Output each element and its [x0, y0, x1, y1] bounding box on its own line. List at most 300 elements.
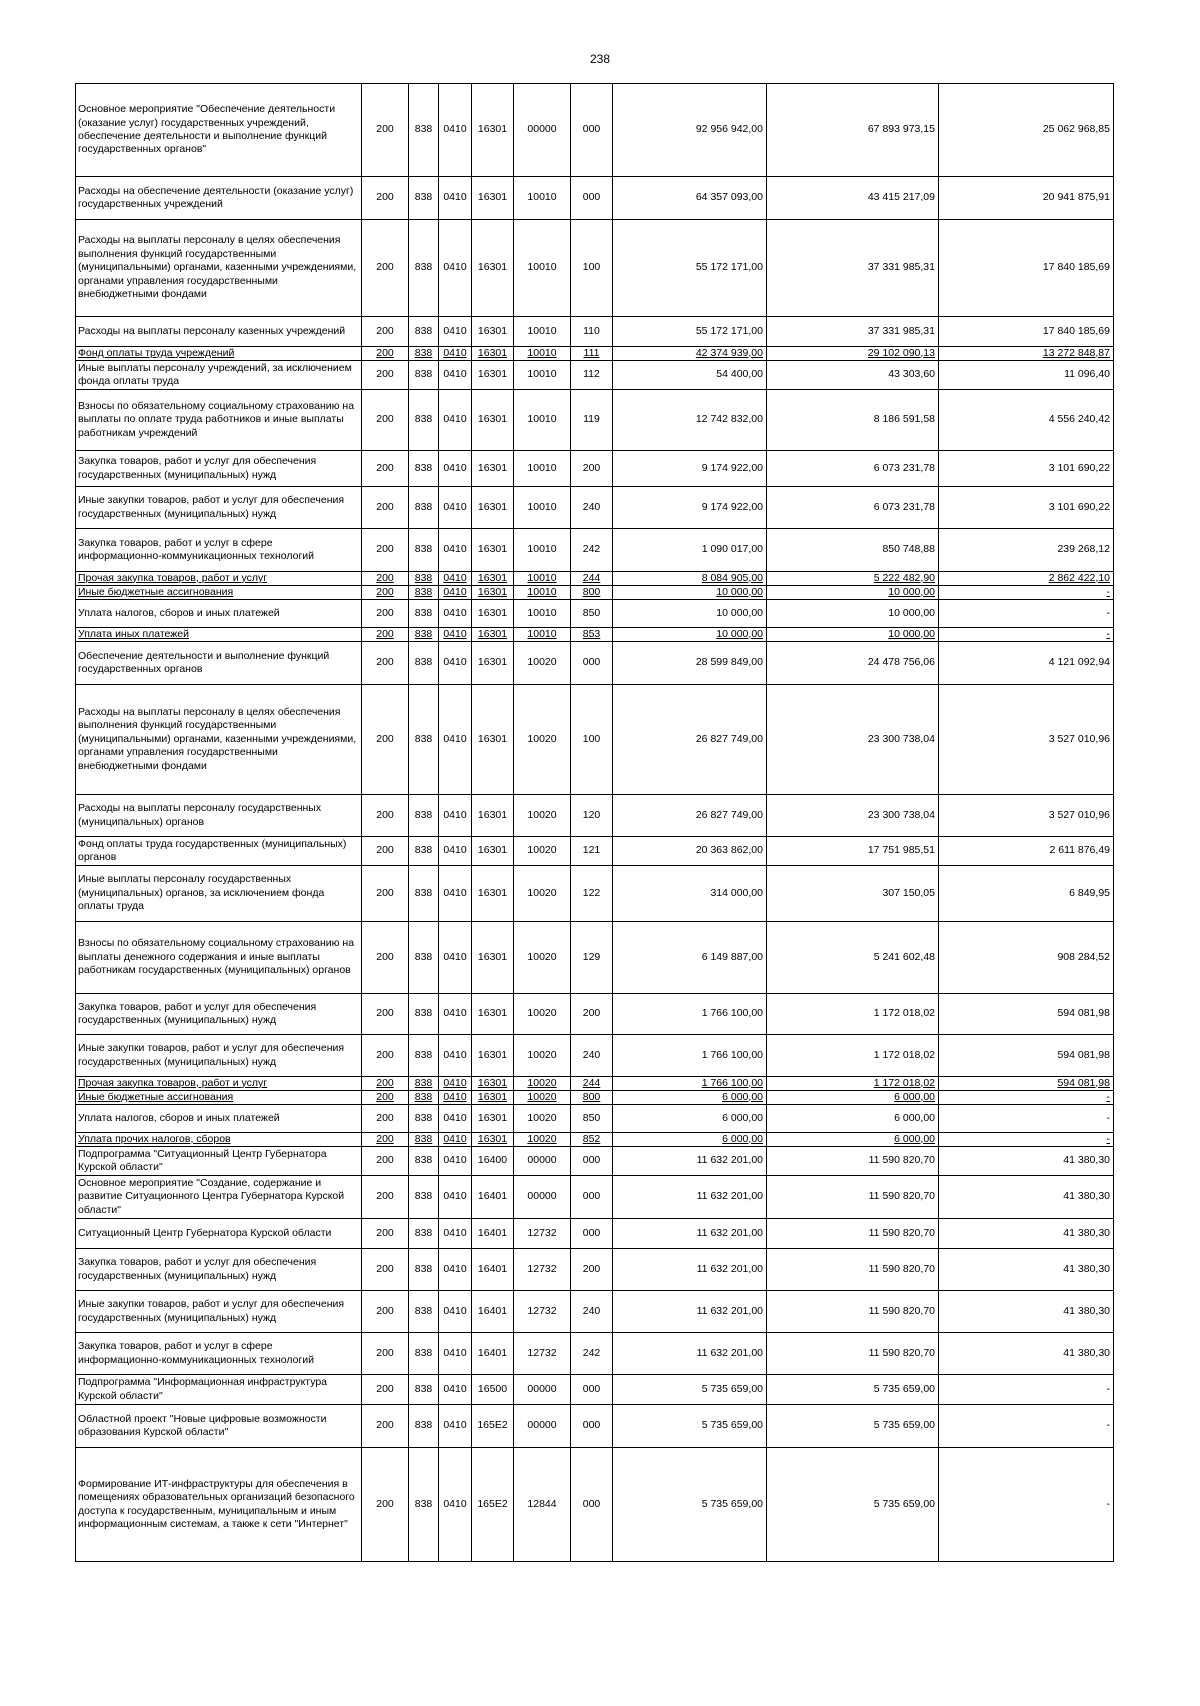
row-label: Иные выплаты персоналу государственных (муниципальных) органов, за исключением фонда оплаты труда — [76, 866, 362, 922]
gr-code: 200 — [362, 1291, 409, 1333]
row-label: Взносы по обязательному социальному страхованию на выплаты по оплате труда работников и иные выплаты работникам учреждений — [76, 390, 362, 451]
executed-amount: 6 000,00 — [767, 1091, 939, 1105]
budget-amount: 314 000,00 — [613, 866, 767, 922]
budget-amount: 1 766 100,00 — [613, 1077, 767, 1091]
remaining-amount: 4 121 092,94 — [939, 642, 1114, 685]
table-row — [76, 572, 1114, 586]
expense-type-code: 120 — [571, 795, 613, 837]
expense-type-code: 800 — [571, 1091, 613, 1105]
row-label: Закупка товаров, работ и услуг для обеспечения государственных (муниципальных) нужд — [76, 1249, 362, 1291]
table-row — [76, 317, 1114, 347]
executed-amount: 67 893 973,15 — [767, 84, 939, 177]
budget-amount: 54 400,00 — [613, 361, 767, 390]
section-code: 0410 — [439, 1375, 472, 1405]
direction-code: 12732 — [514, 1249, 571, 1291]
row-label: Закупка товаров, работ и услуг для обеспечения государственных (муниципальных) нужд — [76, 994, 362, 1035]
expense-type-code: 242 — [571, 529, 613, 572]
program-code: 16301 — [472, 1105, 514, 1133]
executed-amount: 11 590 820,70 — [767, 1147, 939, 1176]
gr-code: 200 — [362, 1333, 409, 1375]
budget-amount: 9 174 922,00 — [613, 487, 767, 529]
expense-type-code: 000 — [571, 642, 613, 685]
expense-type-code: 000 — [571, 1219, 613, 1249]
expense-type-code: 119 — [571, 390, 613, 451]
table-row — [76, 84, 1114, 177]
expense-type-code: 240 — [571, 1035, 613, 1077]
row-label: Подпрограмма "Ситуационный Центр Губернатора Курской области" — [76, 1147, 362, 1176]
remaining-amount: 4 556 240,42 — [939, 390, 1114, 451]
section-code: 0410 — [439, 1133, 472, 1147]
expense-type-code: 853 — [571, 628, 613, 642]
remaining-amount: 41 380,30 — [939, 1333, 1114, 1375]
expense-type-code: 000 — [571, 1405, 613, 1448]
section-code: 0410 — [439, 586, 472, 600]
remaining-amount: 594 081,98 — [939, 994, 1114, 1035]
ministry-code: 838 — [409, 1405, 439, 1448]
budget-amount: 5 735 659,00 — [613, 1375, 767, 1405]
ministry-code: 838 — [409, 529, 439, 572]
row-label: Уплата иных платежей — [76, 628, 362, 642]
program-code: 16301 — [472, 866, 514, 922]
direction-code: 00000 — [514, 1147, 571, 1176]
section-code: 0410 — [439, 1105, 472, 1133]
remaining-amount: 594 081,98 — [939, 1035, 1114, 1077]
remaining-amount: 3 101 690,22 — [939, 487, 1114, 529]
remaining-amount: - — [939, 586, 1114, 600]
expense-type-code: 244 — [571, 1077, 613, 1091]
table-row — [76, 1105, 1114, 1133]
remaining-amount: 3 101 690,22 — [939, 451, 1114, 487]
program-code: 16301 — [472, 1133, 514, 1147]
gr-code: 200 — [362, 177, 409, 220]
ministry-code: 838 — [409, 1147, 439, 1176]
program-code: 16301 — [472, 685, 514, 795]
program-code: 16301 — [472, 795, 514, 837]
executed-amount: 23 300 738,04 — [767, 685, 939, 795]
program-code: 16301 — [472, 837, 514, 866]
executed-amount: 10 000,00 — [767, 628, 939, 642]
program-code: 16301 — [472, 390, 514, 451]
section-code: 0410 — [439, 1249, 472, 1291]
ministry-code: 838 — [409, 1035, 439, 1077]
direction-code: 10010 — [514, 529, 571, 572]
row-label: Обеспечение деятельности и выполнение функций государственных органов — [76, 642, 362, 685]
gr-code: 200 — [362, 795, 409, 837]
row-label: Уплата налогов, сборов и иных платежей — [76, 600, 362, 628]
direction-code: 10020 — [514, 994, 571, 1035]
direction-code: 12732 — [514, 1219, 571, 1249]
direction-code: 10010 — [514, 220, 571, 317]
program-code: 165Е2 — [472, 1405, 514, 1448]
remaining-amount: 41 380,30 — [939, 1176, 1114, 1219]
table-row — [76, 642, 1114, 685]
gr-code: 200 — [362, 994, 409, 1035]
executed-amount: 1 172 018,02 — [767, 1035, 939, 1077]
program-code: 16301 — [472, 600, 514, 628]
executed-amount: 37 331 985,31 — [767, 317, 939, 347]
gr-code: 200 — [362, 922, 409, 994]
gr-code: 200 — [362, 866, 409, 922]
gr-code: 200 — [362, 1091, 409, 1105]
row-label: Взносы по обязательному социальному страхованию на выплаты денежного содержания и иные выплаты работникам государственных (муниципальных) органов — [76, 922, 362, 994]
budget-amount: 6 000,00 — [613, 1105, 767, 1133]
table-row — [76, 1176, 1114, 1219]
expense-type-code: 240 — [571, 1291, 613, 1333]
remaining-amount: 594 081,98 — [939, 1077, 1114, 1091]
expense-type-code: 100 — [571, 685, 613, 795]
ministry-code: 838 — [409, 586, 439, 600]
table-row — [76, 390, 1114, 451]
expense-type-code: 122 — [571, 866, 613, 922]
budget-amount: 6 149 887,00 — [613, 922, 767, 994]
program-code: 16500 — [472, 1375, 514, 1405]
row-label: Иные закупки товаров, работ и услуг для обеспечения государственных (муниципальных) нужд — [76, 487, 362, 529]
budget-amount: 10 000,00 — [613, 628, 767, 642]
ministry-code: 838 — [409, 361, 439, 390]
gr-code: 200 — [362, 1077, 409, 1091]
section-code: 0410 — [439, 795, 472, 837]
table-row — [76, 529, 1114, 572]
gr-code: 200 — [362, 220, 409, 317]
program-code: 16301 — [472, 922, 514, 994]
expense-type-code: 112 — [571, 361, 613, 390]
remaining-amount: 17 840 185,69 — [939, 220, 1114, 317]
row-label: Закупка товаров, работ и услуг для обеспечения государственных (муниципальных) нужд — [76, 451, 362, 487]
budget-amount: 11 632 201,00 — [613, 1176, 767, 1219]
table-row — [76, 361, 1114, 390]
expense-type-code: 111 — [571, 347, 613, 361]
expense-type-code: 850 — [571, 600, 613, 628]
gr-code: 200 — [362, 451, 409, 487]
direction-code: 00000 — [514, 1375, 571, 1405]
direction-code: 10020 — [514, 922, 571, 994]
table-row — [76, 220, 1114, 317]
gr-code: 200 — [362, 361, 409, 390]
remaining-amount: 41 380,30 — [939, 1291, 1114, 1333]
program-code: 16301 — [472, 1035, 514, 1077]
budget-amount: 6 000,00 — [613, 1091, 767, 1105]
budget-amount: 12 742 832,00 — [613, 390, 767, 451]
budget-amount: 55 172 171,00 — [613, 220, 767, 317]
budget-amount: 11 632 201,00 — [613, 1333, 767, 1375]
program-code: 16301 — [472, 361, 514, 390]
direction-code: 00000 — [514, 84, 571, 177]
program-code: 16301 — [472, 586, 514, 600]
row-label: Фонд оплаты труда государственных (муниципальных) органов — [76, 837, 362, 866]
table-row — [76, 1249, 1114, 1291]
program-code: 16301 — [472, 317, 514, 347]
executed-amount: 5 735 659,00 — [767, 1375, 939, 1405]
remaining-amount: 41 380,30 — [939, 1219, 1114, 1249]
remaining-amount: 6 849,95 — [939, 866, 1114, 922]
section-code: 0410 — [439, 529, 472, 572]
expense-type-code: 121 — [571, 837, 613, 866]
table-row — [76, 1035, 1114, 1077]
remaining-amount: - — [939, 1105, 1114, 1133]
gr-code: 200 — [362, 1448, 409, 1562]
program-code: 16301 — [472, 628, 514, 642]
section-code: 0410 — [439, 922, 472, 994]
budget-amount: 92 956 942,00 — [613, 84, 767, 177]
budget-amount: 9 174 922,00 — [613, 451, 767, 487]
ministry-code: 838 — [409, 177, 439, 220]
executed-amount: 11 590 820,70 — [767, 1176, 939, 1219]
section-code: 0410 — [439, 866, 472, 922]
ministry-code: 838 — [409, 390, 439, 451]
gr-code: 200 — [362, 1147, 409, 1176]
section-code: 0410 — [439, 177, 472, 220]
row-label: Иные бюджетные ассигнования — [76, 1091, 362, 1105]
row-label: Подпрограмма "Информационная инфраструктура Курской области" — [76, 1375, 362, 1405]
executed-amount: 5 735 659,00 — [767, 1448, 939, 1562]
section-code: 0410 — [439, 487, 472, 529]
remaining-amount: 41 380,30 — [939, 1147, 1114, 1176]
budget-amount: 55 172 171,00 — [613, 317, 767, 347]
expense-type-code: 000 — [571, 1375, 613, 1405]
direction-code: 10020 — [514, 837, 571, 866]
budget-amount: 11 632 201,00 — [613, 1147, 767, 1176]
expense-type-code: 200 — [571, 994, 613, 1035]
table-row — [76, 1405, 1114, 1448]
section-code: 0410 — [439, 1405, 472, 1448]
executed-amount: 23 300 738,04 — [767, 795, 939, 837]
gr-code: 200 — [362, 84, 409, 177]
program-code: 16301 — [472, 572, 514, 586]
ministry-code: 838 — [409, 1077, 439, 1091]
remaining-amount: 20 941 875,91 — [939, 177, 1114, 220]
budget-amount: 1 766 100,00 — [613, 994, 767, 1035]
table-row — [76, 1448, 1114, 1562]
ministry-code: 838 — [409, 317, 439, 347]
program-code: 16301 — [472, 1091, 514, 1105]
gr-code: 200 — [362, 1035, 409, 1077]
budget-amount: 6 000,00 — [613, 1133, 767, 1147]
budget-amount: 11 632 201,00 — [613, 1219, 767, 1249]
direction-code: 10010 — [514, 586, 571, 600]
ministry-code: 838 — [409, 572, 439, 586]
program-code: 16301 — [472, 642, 514, 685]
section-code: 0410 — [439, 994, 472, 1035]
gr-code: 200 — [362, 1176, 409, 1219]
ministry-code: 838 — [409, 347, 439, 361]
expense-type-code: 100 — [571, 220, 613, 317]
section-code: 0410 — [439, 1448, 472, 1562]
direction-code: 12732 — [514, 1291, 571, 1333]
ministry-code: 838 — [409, 628, 439, 642]
row-label: Расходы на выплаты персоналу государственных (муниципальных) органов — [76, 795, 362, 837]
row-label: Формирование ИТ-инфраструктуры для обеспечения в помещениях образовательных организаций безопасного доступа к государственным, муниципальным и иным информационным системам, а также к сети "Интернет" — [76, 1448, 362, 1562]
expense-type-code: 129 — [571, 922, 613, 994]
table-row — [76, 685, 1114, 795]
table-row — [76, 922, 1114, 994]
table-row — [76, 487, 1114, 529]
section-code: 0410 — [439, 642, 472, 685]
row-label: Основное мероприятие "Обеспечение деятельности (оказание услуг) государственных учреждений, обеспечение деятельности и выполнение функций государственных органов" — [76, 84, 362, 177]
section-code: 0410 — [439, 84, 472, 177]
table-row — [76, 600, 1114, 628]
executed-amount: 8 186 591,58 — [767, 390, 939, 451]
remaining-amount: - — [939, 628, 1114, 642]
direction-code: 10010 — [514, 317, 571, 347]
remaining-amount: - — [939, 1375, 1114, 1405]
remaining-amount: - — [939, 1448, 1114, 1562]
gr-code: 200 — [362, 317, 409, 347]
direction-code: 10020 — [514, 795, 571, 837]
executed-amount: 43 415 217,09 — [767, 177, 939, 220]
expense-type-code: 200 — [571, 451, 613, 487]
direction-code: 10010 — [514, 572, 571, 586]
row-label: Закупка товаров, работ и услуг в сфере информационно-коммуникационных технологий — [76, 1333, 362, 1375]
expense-type-code: 000 — [571, 1176, 613, 1219]
section-code: 0410 — [439, 1147, 472, 1176]
executed-amount: 29 102 090,13 — [767, 347, 939, 361]
section-code: 0410 — [439, 451, 472, 487]
table-row — [76, 347, 1114, 361]
direction-code: 10010 — [514, 347, 571, 361]
section-code: 0410 — [439, 1291, 472, 1333]
gr-code: 200 — [362, 1219, 409, 1249]
expense-type-code: 800 — [571, 586, 613, 600]
section-code: 0410 — [439, 1077, 472, 1091]
expense-type-code: 000 — [571, 1147, 613, 1176]
executed-amount: 6 073 231,78 — [767, 451, 939, 487]
section-code: 0410 — [439, 1176, 472, 1219]
table-row — [76, 1333, 1114, 1375]
program-code: 16301 — [472, 451, 514, 487]
budget-amount: 20 363 862,00 — [613, 837, 767, 866]
budget-amount: 10 000,00 — [613, 600, 767, 628]
executed-amount: 1 172 018,02 — [767, 1077, 939, 1091]
ministry-code: 838 — [409, 84, 439, 177]
section-code: 0410 — [439, 837, 472, 866]
ministry-code: 838 — [409, 1105, 439, 1133]
direction-code: 10020 — [514, 1091, 571, 1105]
budget-amount: 11 632 201,00 — [613, 1291, 767, 1333]
gr-code: 200 — [362, 1133, 409, 1147]
executed-amount: 37 331 985,31 — [767, 220, 939, 317]
gr-code: 200 — [362, 685, 409, 795]
gr-code: 200 — [362, 600, 409, 628]
row-label: Основное мероприятие "Создание, содержание и развитие Ситуационного Центра Губернатора Курской области" — [76, 1176, 362, 1219]
executed-amount: 11 590 820,70 — [767, 1333, 939, 1375]
ministry-code: 838 — [409, 1249, 439, 1291]
budget-amount: 10 000,00 — [613, 586, 767, 600]
ministry-code: 838 — [409, 1448, 439, 1562]
row-label: Уплата прочих налогов, сборов — [76, 1133, 362, 1147]
executed-amount: 10 000,00 — [767, 600, 939, 628]
table-row — [76, 837, 1114, 866]
executed-amount: 11 590 820,70 — [767, 1291, 939, 1333]
program-code: 165Е2 — [472, 1448, 514, 1562]
program-code: 16301 — [472, 177, 514, 220]
table-row — [76, 451, 1114, 487]
row-label: Областной проект "Новые цифровые возможности образования Курской области" — [76, 1405, 362, 1448]
executed-amount: 1 172 018,02 — [767, 994, 939, 1035]
direction-code: 10010 — [514, 628, 571, 642]
row-label: Иные выплаты персоналу учреждений, за исключением фонда оплаты труда — [76, 361, 362, 390]
table-row — [76, 177, 1114, 220]
gr-code: 200 — [362, 837, 409, 866]
page-number: 238 — [589, 52, 611, 66]
executed-amount: 43 303,60 — [767, 361, 939, 390]
remaining-amount: 908 284,52 — [939, 922, 1114, 994]
budget-amount: 64 357 093,00 — [613, 177, 767, 220]
ministry-code: 838 — [409, 487, 439, 529]
row-label: Расходы на обеспечение деятельности (оказание услуг) государственных учреждений — [76, 177, 362, 220]
direction-code: 12844 — [514, 1448, 571, 1562]
remaining-amount: 41 380,30 — [939, 1249, 1114, 1291]
section-code: 0410 — [439, 361, 472, 390]
expense-type-code: 240 — [571, 487, 613, 529]
direction-code: 12732 — [514, 1333, 571, 1375]
direction-code: 10010 — [514, 487, 571, 529]
row-label: Прочая закупка товаров, работ и услуг — [76, 572, 362, 586]
ministry-code: 838 — [409, 795, 439, 837]
executed-amount: 5 241 602,48 — [767, 922, 939, 994]
section-code: 0410 — [439, 220, 472, 317]
section-code: 0410 — [439, 347, 472, 361]
remaining-amount: - — [939, 1091, 1114, 1105]
remaining-amount: 11 096,40 — [939, 361, 1114, 390]
section-code: 0410 — [439, 628, 472, 642]
gr-code: 200 — [362, 586, 409, 600]
ministry-code: 838 — [409, 1291, 439, 1333]
direction-code: 10010 — [514, 600, 571, 628]
expense-type-code: 242 — [571, 1333, 613, 1375]
direction-code: 10020 — [514, 642, 571, 685]
budget-amount: 42 374 939,00 — [613, 347, 767, 361]
table-row — [76, 1091, 1114, 1105]
executed-amount: 11 590 820,70 — [767, 1219, 939, 1249]
ministry-code: 838 — [409, 1133, 439, 1147]
direction-code: 10010 — [514, 361, 571, 390]
expense-type-code: 200 — [571, 1249, 613, 1291]
table-row — [76, 1375, 1114, 1405]
program-code: 16401 — [472, 1176, 514, 1219]
executed-amount: 6 073 231,78 — [767, 487, 939, 529]
expense-type-code: 852 — [571, 1133, 613, 1147]
expense-type-code: 110 — [571, 317, 613, 347]
program-code: 16301 — [472, 1077, 514, 1091]
ministry-code: 838 — [409, 1176, 439, 1219]
section-code: 0410 — [439, 685, 472, 795]
section-code: 0410 — [439, 1091, 472, 1105]
executed-amount: 17 751 985,51 — [767, 837, 939, 866]
row-label: Закупка товаров, работ и услуг в сфере информационно-коммуникационных технологий — [76, 529, 362, 572]
expense-type-code: 000 — [571, 84, 613, 177]
row-label: Иные закупки товаров, работ и услуг для обеспечения государственных (муниципальных) нужд — [76, 1035, 362, 1077]
program-code: 16401 — [472, 1249, 514, 1291]
table-row — [76, 1147, 1114, 1176]
expense-type-code: 850 — [571, 1105, 613, 1133]
ministry-code: 838 — [409, 1333, 439, 1375]
gr-code: 200 — [362, 487, 409, 529]
ministry-code: 838 — [409, 220, 439, 317]
budget-amount: 1 090 017,00 — [613, 529, 767, 572]
remaining-amount: 13 272 848,87 — [939, 347, 1114, 361]
budget-amount: 26 827 749,00 — [613, 795, 767, 837]
direction-code: 10020 — [514, 1035, 571, 1077]
expense-type-code: 000 — [571, 177, 613, 220]
gr-code: 200 — [362, 390, 409, 451]
program-code: 16301 — [472, 487, 514, 529]
table-row — [76, 628, 1114, 642]
budget-amount: 1 766 100,00 — [613, 1035, 767, 1077]
gr-code: 200 — [362, 642, 409, 685]
row-label: Расходы на выплаты персоналу в целях обеспечения выполнения функций государственными (муниципальными) органами, казенными учреждениями, органами управления государственными внебюджетными фондами — [76, 685, 362, 795]
row-label: Ситуационный Центр Губернатора Курской области — [76, 1219, 362, 1249]
row-label: Иные закупки товаров, работ и услуг для обеспечения государственных (муниципальных) нужд — [76, 1291, 362, 1333]
